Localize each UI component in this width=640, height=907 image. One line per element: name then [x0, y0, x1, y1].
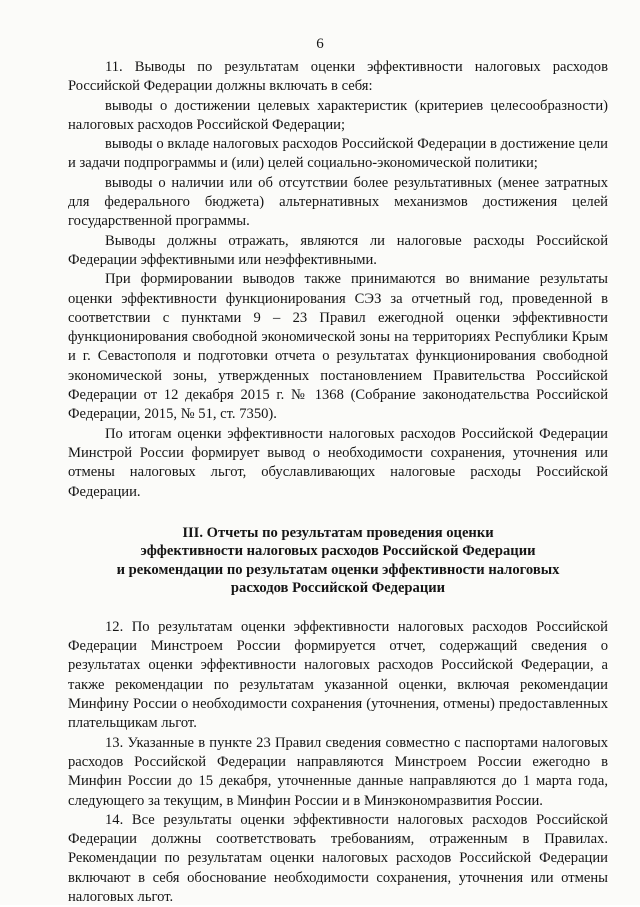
- heading-line: эффективности налоговых расходов Российской Федерации: [140, 543, 536, 560]
- paragraph-conclusion-contribution: выводы о вкладе налоговых расходов Российской Федерации в достижение цели и задачи подпрограммы и (или) целей социально-экономической политики;: [68, 136, 608, 172]
- page-number: 6: [316, 36, 324, 52]
- document-body: [68, 58, 608, 907]
- paragraph-sez-evaluation: При формировании выводов также принимаются во внимание результаты оценки эффективности функционирования СЭЗ за отчетный год, проведенной в соответствии с пунктами 9 – 23 Правил ежегодной оценки эффективности функционирования свободной экономической зоны на территориях Республики Крым и г. Севастополя и подготовки отчета о результатах функционирования свободной экономической зоны, утвержденных постановлением Правительства Российской Федерации от 12 декабря 2015 г. № 1368 (Собрание законодательства Российской Федерации, 2015, № 51, ст. 7350).: [68, 271, 608, 423]
- heading-line: III. Отчеты по результатам проведения оценки: [182, 524, 494, 541]
- paragraph-conclusion-targets: выводы о достижении целевых характеристик (критериев целесообразности) налоговых расходов Российской Федерации;: [68, 97, 608, 133]
- heading-line: расходов Российской Федерации: [230, 580, 446, 597]
- paragraph-13: 13. Указанные в пункте 23 Правил сведения совместно с паспортами налоговых расходов Российской Федерации направляются Минстроем России ежегодно в Минфин России до 15 декабря, уточненные данные направляются до 1 марта года, следующего за текущим, в Минфин России и в Минэкономразвития России.: [68, 734, 608, 809]
- paragraph-11: 11. Выводы по результатам оценки эффективности налоговых расходов Российской Федерации должны включать в себя:: [68, 59, 608, 95]
- paragraph-conclusion-effectiveness: Выводы должны отражать, являются ли налоговые расходы Российской Федерации эффективными или неэффективными.: [68, 232, 608, 268]
- heading-line: и рекомендации по результатам оценки эффективности налоговых: [116, 561, 560, 578]
- section-3-heading: [68, 524, 608, 598]
- paragraph-minstroy-conclusion: По итогам оценки эффективности налоговых расходов Российской Федерации Минстрой России формирует вывод о необходимости сохранения, уточнения или отмены налоговых льгот, обуславливающих налоговые расходы Российской Федерации.: [68, 425, 608, 500]
- paragraph-12: 12. По результатам оценки эффективности налоговых расходов Российской Федерации Минстроем России формируется отчет, содержащий сведения о результатах оценки эффективности налоговых расходов Российской Федерации, а также рекомендации по результатам указанной оценки, включая рекомендации Минфину России о необходимости сохранения (уточнения, отмены) предоставленных плательщикам льгот.: [68, 618, 608, 732]
- paragraph-14: 14. Все результаты оценки эффективности налоговых расходов Российской Федерации должны соответствовать требованиям, отраженным в Правилах. Рекомендации по результатам оценки налоговых расходов Российской Федерации включают в себя обоснование необходимости сохранения, уточнения или отмены налоговых льгот.: [68, 811, 608, 905]
- paragraph-conclusion-alternatives: выводы о наличии или об отсутствии более результативных (менее затратных для федерального бюджета) альтернативных механизмов достижения целей государственной программы.: [68, 174, 608, 230]
